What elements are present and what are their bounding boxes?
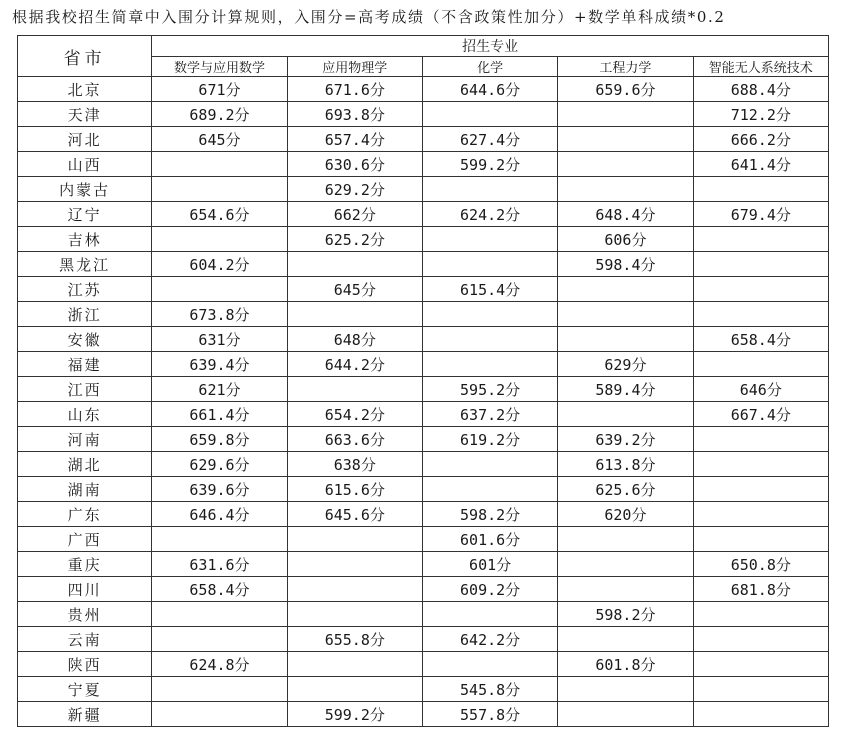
score-cell — [558, 102, 693, 127]
score-cell — [558, 677, 693, 702]
table-row — [18, 552, 829, 577]
score-cell — [693, 502, 828, 527]
score-cell: 625.6分 — [558, 477, 693, 502]
table-row — [18, 402, 829, 427]
score-cell: 642.2分 — [422, 627, 557, 652]
table-row — [18, 427, 829, 452]
score-cell: 648.4分 — [558, 202, 693, 227]
score-cell: 654.2分 — [287, 402, 422, 427]
score-cell: 627.4分 — [422, 127, 557, 152]
score-cell: 638分 — [287, 452, 422, 477]
score-cell — [558, 177, 693, 202]
score-cell — [422, 327, 557, 352]
table-row — [18, 502, 829, 527]
score-cell: 667.4分 — [693, 402, 828, 427]
table-row — [18, 77, 829, 102]
province-cell: 辽宁 — [18, 202, 152, 227]
score-cell — [422, 252, 557, 277]
score-cell: 661.4分 — [152, 402, 287, 427]
score-cell — [693, 627, 828, 652]
majors-group-header: 招生专业 — [152, 36, 829, 57]
score-cell — [558, 702, 693, 727]
score-cell: 615.6分 — [287, 477, 422, 502]
score-cell — [693, 352, 828, 377]
province-cell: 黑龙江 — [18, 252, 152, 277]
score-cell: 598.2分 — [558, 602, 693, 627]
score-cell — [422, 302, 557, 327]
score-cell — [287, 652, 422, 677]
major-header: 应用物理学 — [287, 57, 422, 77]
score-cell: 658.4分 — [693, 327, 828, 352]
score-cell: 646.4分 — [152, 502, 287, 527]
table-row — [18, 602, 829, 627]
province-column-header: 省市 — [18, 36, 152, 77]
table-row — [18, 452, 829, 477]
score-cell: 629.6分 — [152, 452, 287, 477]
score-cell — [287, 552, 422, 577]
score-cell: 689.2分 — [152, 102, 287, 127]
score-cell: 679.4分 — [693, 202, 828, 227]
score-cell: 599.2分 — [287, 702, 422, 727]
score-cell — [152, 152, 287, 177]
score-cell — [422, 477, 557, 502]
province-cell: 北京 — [18, 77, 152, 102]
province-cell: 山西 — [18, 152, 152, 177]
table-row — [18, 252, 829, 277]
score-cell — [422, 227, 557, 252]
score-cell: 681.8分 — [693, 577, 828, 602]
province-cell: 河南 — [18, 427, 152, 452]
score-cell: 659.8分 — [152, 427, 287, 452]
province-cell: 安徽 — [18, 327, 152, 352]
score-cell — [693, 652, 828, 677]
score-cell: 601.8分 — [558, 652, 693, 677]
table-body — [18, 77, 829, 727]
score-cell: 624.2分 — [422, 202, 557, 227]
score-cell — [693, 177, 828, 202]
table-row — [18, 377, 829, 402]
province-cell: 福建 — [18, 352, 152, 377]
score-cell: 598.2分 — [422, 502, 557, 527]
province-cell: 湖南 — [18, 477, 152, 502]
score-cell: 606分 — [558, 227, 693, 252]
score-cell — [287, 577, 422, 602]
score-cell — [422, 452, 557, 477]
score-cell: 639.2分 — [558, 427, 693, 452]
score-cell: 629.2分 — [287, 177, 422, 202]
table-row — [18, 352, 829, 377]
score-cell: 671.6分 — [287, 77, 422, 102]
score-cell: 619.2分 — [422, 427, 557, 452]
score-cell — [693, 252, 828, 277]
score-cell — [287, 602, 422, 627]
score-cell — [422, 177, 557, 202]
score-cell — [152, 277, 287, 302]
score-cell: 658.4分 — [152, 577, 287, 602]
province-cell: 吉林 — [18, 227, 152, 252]
score-cell — [693, 302, 828, 327]
score-cell — [693, 527, 828, 552]
score-cell: 631分 — [152, 327, 287, 352]
score-cell — [422, 602, 557, 627]
province-cell: 河北 — [18, 127, 152, 152]
score-cell: 589.4分 — [558, 377, 693, 402]
province-cell: 四川 — [18, 577, 152, 602]
score-cell: 625.2分 — [287, 227, 422, 252]
score-cell: 673.8分 — [152, 302, 287, 327]
major-header: 智能无人系统技术 — [693, 57, 828, 77]
score-cell: 648分 — [287, 327, 422, 352]
score-cell: 639.6分 — [152, 477, 287, 502]
score-cell: 644.2分 — [287, 352, 422, 377]
admission-rule-note: 根据我校招生简章中入围分计算规则，入围分=高考成绩（不含政策性加分）+数学单科成绩*0.2 — [12, 8, 726, 26]
score-cell — [693, 677, 828, 702]
province-cell: 陕西 — [18, 652, 152, 677]
score-cell: 654.6分 — [152, 202, 287, 227]
score-cell: 663.6分 — [287, 427, 422, 452]
score-cell: 599.2分 — [422, 152, 557, 177]
score-cell: 604.2分 — [152, 252, 287, 277]
score-cell: 624.8分 — [152, 652, 287, 677]
score-cell: 630.6分 — [287, 152, 422, 177]
score-cell: 644.6分 — [422, 77, 557, 102]
score-cell — [558, 277, 693, 302]
province-cell: 山东 — [18, 402, 152, 427]
score-cell: 693.8分 — [287, 102, 422, 127]
score-cell: 666.2分 — [693, 127, 828, 152]
table-row — [18, 627, 829, 652]
major-header: 化学 — [422, 57, 557, 77]
score-cell — [422, 352, 557, 377]
province-cell: 新疆 — [18, 702, 152, 727]
province-cell: 贵州 — [18, 602, 152, 627]
score-cell — [287, 677, 422, 702]
province-cell: 宁夏 — [18, 677, 152, 702]
province-cell: 重庆 — [18, 552, 152, 577]
score-cell: 655.8分 — [287, 627, 422, 652]
table-row — [18, 327, 829, 352]
score-cell: 637.2分 — [422, 402, 557, 427]
score-cell — [693, 277, 828, 302]
score-cell — [422, 652, 557, 677]
table-row — [18, 527, 829, 552]
score-cell — [558, 327, 693, 352]
score-cell — [693, 602, 828, 627]
major-header: 数学与应用数学 — [152, 57, 287, 77]
major-header: 工程力学 — [558, 57, 693, 77]
score-cell: 712.2分 — [693, 102, 828, 127]
score-cell: 545.8分 — [422, 677, 557, 702]
province-cell: 内蒙古 — [18, 177, 152, 202]
table-row — [18, 652, 829, 677]
score-cell: 601分 — [422, 552, 557, 577]
table-row — [18, 127, 829, 152]
table-row — [18, 152, 829, 177]
score-cell — [287, 377, 422, 402]
score-cell: 601.6分 — [422, 527, 557, 552]
score-cell — [693, 702, 828, 727]
score-cell — [693, 477, 828, 502]
score-cell — [152, 527, 287, 552]
score-cell — [693, 227, 828, 252]
province-cell: 江西 — [18, 377, 152, 402]
score-cell — [152, 177, 287, 202]
score-cell — [693, 427, 828, 452]
score-cell: 629分 — [558, 352, 693, 377]
score-cell: 613.8分 — [558, 452, 693, 477]
province-cell: 湖北 — [18, 452, 152, 477]
score-cell: 657.4分 — [287, 127, 422, 152]
score-cell — [558, 152, 693, 177]
province-cell: 云南 — [18, 627, 152, 652]
score-cell — [558, 627, 693, 652]
table-row — [18, 302, 829, 327]
table-row — [18, 277, 829, 302]
admission-score-table — [17, 35, 829, 727]
score-cell: 621分 — [152, 377, 287, 402]
province-cell: 浙江 — [18, 302, 152, 327]
score-cell: 639.4分 — [152, 352, 287, 377]
score-cell — [693, 452, 828, 477]
table-row — [18, 177, 829, 202]
score-cell: 688.4分 — [693, 77, 828, 102]
score-cell: 598.4分 — [558, 252, 693, 277]
score-cell — [152, 227, 287, 252]
score-cell — [152, 677, 287, 702]
score-cell: 659.6分 — [558, 77, 693, 102]
score-cell — [558, 527, 693, 552]
score-cell: 645分 — [152, 127, 287, 152]
score-cell — [558, 127, 693, 152]
score-cell: 609.2分 — [422, 577, 557, 602]
score-cell — [558, 577, 693, 602]
score-cell: 620分 — [558, 502, 693, 527]
score-cell — [287, 527, 422, 552]
score-cell — [558, 302, 693, 327]
table-row — [18, 677, 829, 702]
score-cell: 615.4分 — [422, 277, 557, 302]
score-cell — [422, 102, 557, 127]
score-cell — [287, 302, 422, 327]
score-cell: 641.4分 — [693, 152, 828, 177]
table-row — [18, 577, 829, 602]
province-cell: 江苏 — [18, 277, 152, 302]
score-cell: 671分 — [152, 77, 287, 102]
table-row — [18, 102, 829, 127]
table-row — [18, 702, 829, 727]
province-cell: 广西 — [18, 527, 152, 552]
score-cell: 645.6分 — [287, 502, 422, 527]
score-cell: 645分 — [287, 277, 422, 302]
score-cell: 662分 — [287, 202, 422, 227]
score-cell: 646分 — [693, 377, 828, 402]
score-cell: 631.6分 — [152, 552, 287, 577]
score-cell: 650.8分 — [693, 552, 828, 577]
table-row — [18, 227, 829, 252]
province-cell: 天津 — [18, 102, 152, 127]
table-row — [18, 202, 829, 227]
score-cell: 557.8分 — [422, 702, 557, 727]
score-cell: 595.2分 — [422, 377, 557, 402]
score-cell — [152, 627, 287, 652]
score-cell — [152, 702, 287, 727]
province-cell: 广东 — [18, 502, 152, 527]
score-cell — [287, 252, 422, 277]
score-cell — [558, 402, 693, 427]
score-cell — [558, 552, 693, 577]
table-row — [18, 477, 829, 502]
score-cell — [152, 602, 287, 627]
